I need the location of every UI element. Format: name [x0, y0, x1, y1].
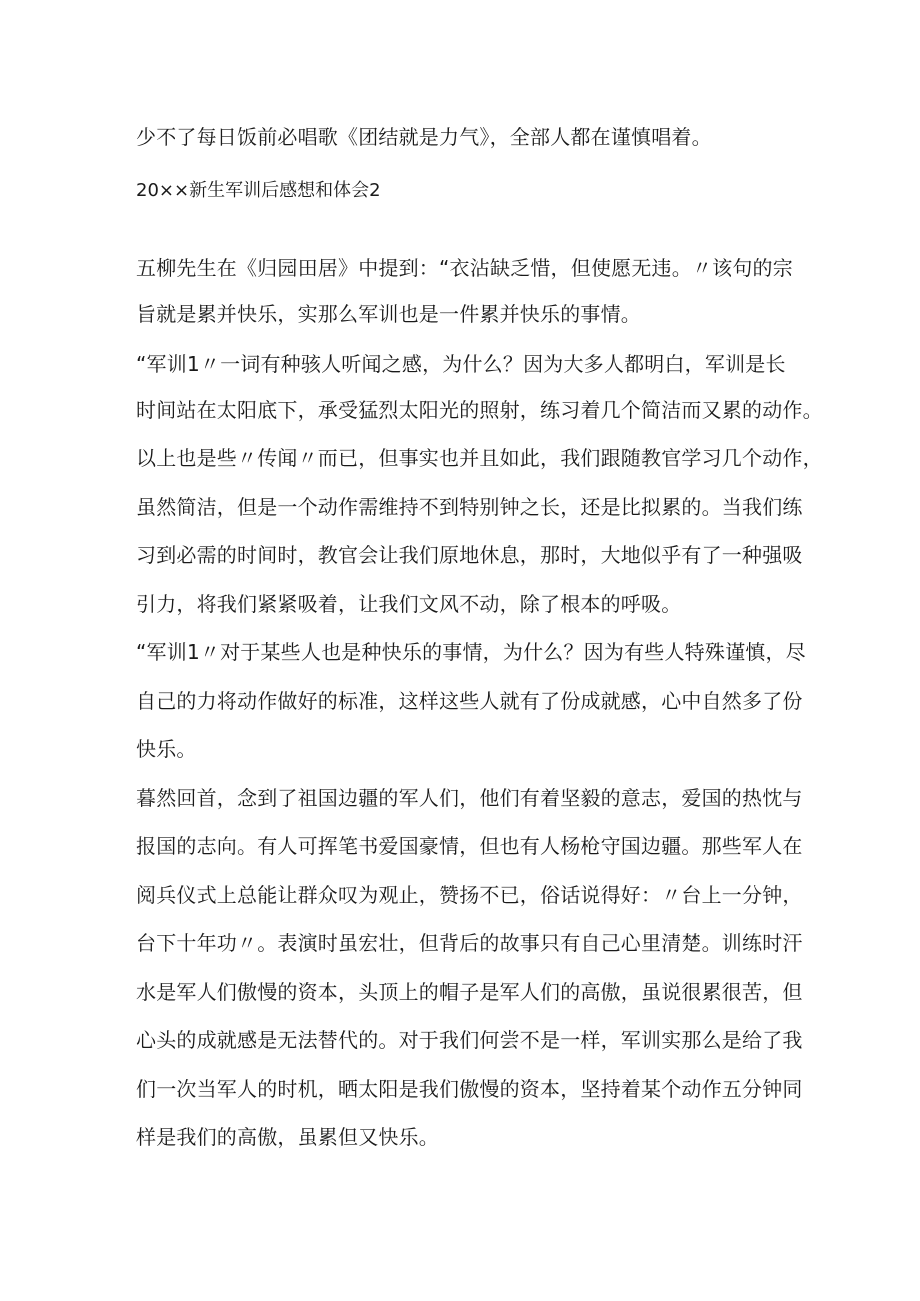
paragraph-4-line-8: 样是我们的高傲，虽累但又快乐。 — [136, 1125, 439, 1149]
paragraph-4-line-4: 台下十年功〃。表演时虽宏壮，但背后的故事只有自己心里清楚。训练时汗 — [136, 931, 803, 955]
paragraph-2-line-6: 引力，将我们紧紧吸着，让我们文风不动，除了根本的呼吸。 — [136, 592, 682, 616]
paragraph-4-line-7: 们一次当军人的时机，晒太阳是我们傲慢的资本，坚持着某个动作五分钟同 — [136, 1077, 803, 1101]
paragraph-3-line-1: “军训1〃对于某些人也是种快乐的事情，为什么？因为有些人特殊谨慎，尽 — [136, 640, 806, 664]
intro-line: 少不了每日饭前必唱歌《团结就是力气》，全部人都在谨慎唱着。 — [136, 125, 712, 149]
paragraph-1-line-2: 旨就是累并快乐，实那么军训也是一件累并快乐的事情。 — [136, 302, 641, 326]
section-heading: 20××新生军训后感想和体会2 — [136, 180, 381, 201]
paragraph-2-line-2: 时间站在太阳底下，承受猛烈太阳光的照射，练习着几个简洁而又累的动作。 — [136, 398, 823, 422]
paragraph-2-line-5: 习到必需的时间时，教官会让我们原地休息，那时，大地似乎有了一种强吸 — [136, 543, 803, 567]
paragraph-4-line-2: 报国的志向。有人可挥笔书爱国豪情，但也有人杨枪守国边疆。那些军人在 — [136, 834, 803, 858]
paragraph-4-line-5: 水是军人们傲慢的资本，头顶上的帽子是军人们的高傲，虽说很累很苦，但 — [136, 980, 803, 1004]
paragraph-1-line-1: 五柳先生在《归园田居》中提到：“衣沾缺乏惜，但使愿无违。〃该句的宗 — [136, 256, 793, 280]
paragraph-4-line-3: 阅兵仪式上总能让群众叹为观止，赞扬不已，俗话说得好：〃台上一分钟， — [136, 883, 803, 907]
paragraph-2-line-4: 虽然简洁，但是一个动作需维持不到特别钟之长，还是比拟累的。当我们练 — [136, 495, 803, 519]
paragraph-2-line-3: 以上也是些〃传闻〃而已，但事实也并且如此，我们跟随教官学习几个动作， — [136, 446, 823, 470]
paragraph-4-line-6: 心头的成就感是无法替代的。对于我们何尝不是一样，军训实那么是给了我 — [136, 1028, 803, 1052]
paragraph-3-line-3: 快乐。 — [136, 737, 197, 761]
paragraph-3-line-2: 自己的力将动作做好的标准，这样这些人就有了份成就感，心中自然多了份 — [136, 689, 803, 713]
paragraph-4-line-1: 暮然回首，念到了祖国边疆的军人们，他们有着坚毅的意志，爱国的热忱与 — [136, 786, 803, 810]
paragraph-2-line-1: “军训1〃一词有种骇人听闻之感，为什么？因为大多人都明白，军训是长 — [136, 352, 786, 376]
